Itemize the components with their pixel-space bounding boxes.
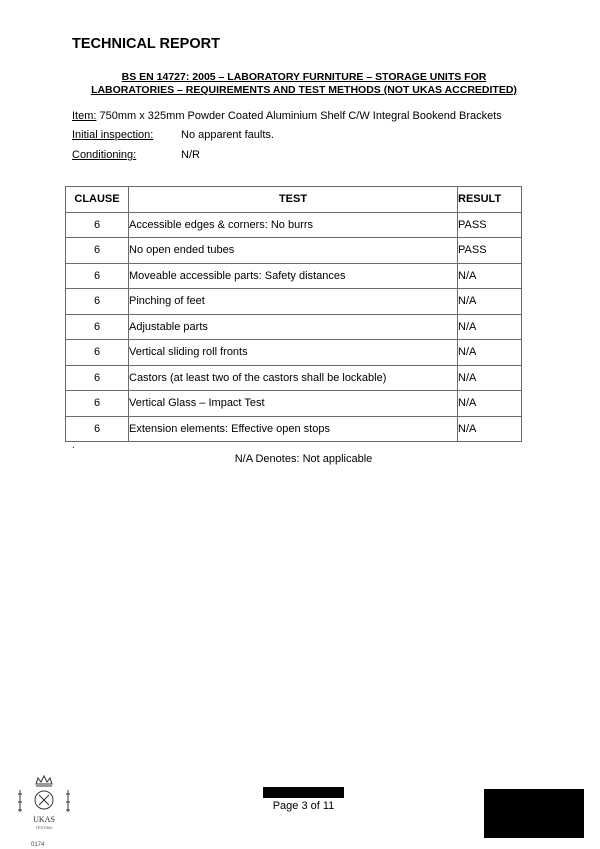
redaction-block [484,789,584,838]
table-row [66,238,522,264]
header-test: TEST [129,187,458,213]
inspection-row [72,129,274,141]
table-row [66,263,522,289]
test-cell: Vertical sliding roll fronts [129,340,458,366]
inspection-value: No apparent faults. [181,129,274,141]
stray-dot: . [72,440,75,451]
test-cell: Accessible edges & corners: No burrs [129,212,458,238]
results-table [65,186,522,442]
test-cell: Castors (at least two of the castors shall be lockable) [129,365,458,391]
logo-number: 0174 [31,842,45,848]
table-row [66,314,522,340]
logo-sub: TESTING [35,825,53,830]
item-row [72,110,502,122]
clause-cell: 6 [66,314,129,340]
clause-cell: 6 [66,365,129,391]
header-result: RESULT [458,187,522,213]
result-cell: N/A [458,391,522,417]
inspection-label: Initial inspection: [72,129,154,141]
logo-text: UKAS [33,815,55,824]
result-cell: N/A [458,263,522,289]
clause-cell: 6 [66,289,129,315]
item-value: 750mm x 325mm Powder Coated Aluminium Shelf C/W Integral Bookend Brackets [99,110,502,122]
redaction-bar [263,787,344,798]
test-cell: Pinching of feet [129,289,458,315]
standard-title-line-1: BS EN 14727: 2005 – LABORATORY FURNITURE – STORAGE UNITS FOR [121,71,487,83]
table-row [66,289,522,315]
clause-cell: 6 [66,416,129,442]
result-cell: N/A [458,314,522,340]
test-cell: Extension elements: Effective open stops [129,416,458,442]
conditioning-label: Conditioning: [72,149,137,161]
page-title: TECHNICAL REPORT [72,36,220,52]
result-cell: PASS [458,212,522,238]
page-number: Page 3 of 11 [272,800,335,812]
conditioning-row [72,149,200,161]
test-cell: Vertical Glass – Impact Test [129,391,458,417]
clause-cell: 6 [66,340,129,366]
ukas-logo-icon [14,772,74,834]
table-row [66,340,522,366]
header-clause: CLAUSE [66,187,129,213]
item-label: Item: [72,110,97,122]
clause-cell: 6 [66,212,129,238]
test-cell: No open ended tubes [129,238,458,264]
result-cell: N/A [458,340,522,366]
result-cell: N/A [458,416,522,442]
table-row [66,365,522,391]
test-cell: Adjustable parts [129,314,458,340]
table-row [66,391,522,417]
clause-cell: 6 [66,238,129,264]
result-cell: PASS [458,238,522,264]
na-note: N/A Denotes: Not applicable [234,453,373,465]
table-row [66,416,522,442]
conditioning-value: N/R [181,149,200,161]
table-header-row [66,187,522,213]
clause-cell: 6 [66,263,129,289]
table-row [66,212,522,238]
standard-title [60,71,548,97]
result-cell: N/A [458,365,522,391]
clause-cell: 6 [66,391,129,417]
standard-title-line-2: LABORATORIES – REQUIREMENTS AND TEST METHODS (NOT UKAS ACCREDITED) [91,84,517,96]
result-cell: N/A [458,289,522,315]
test-cell: Moveable accessible parts: Safety distances [129,263,458,289]
